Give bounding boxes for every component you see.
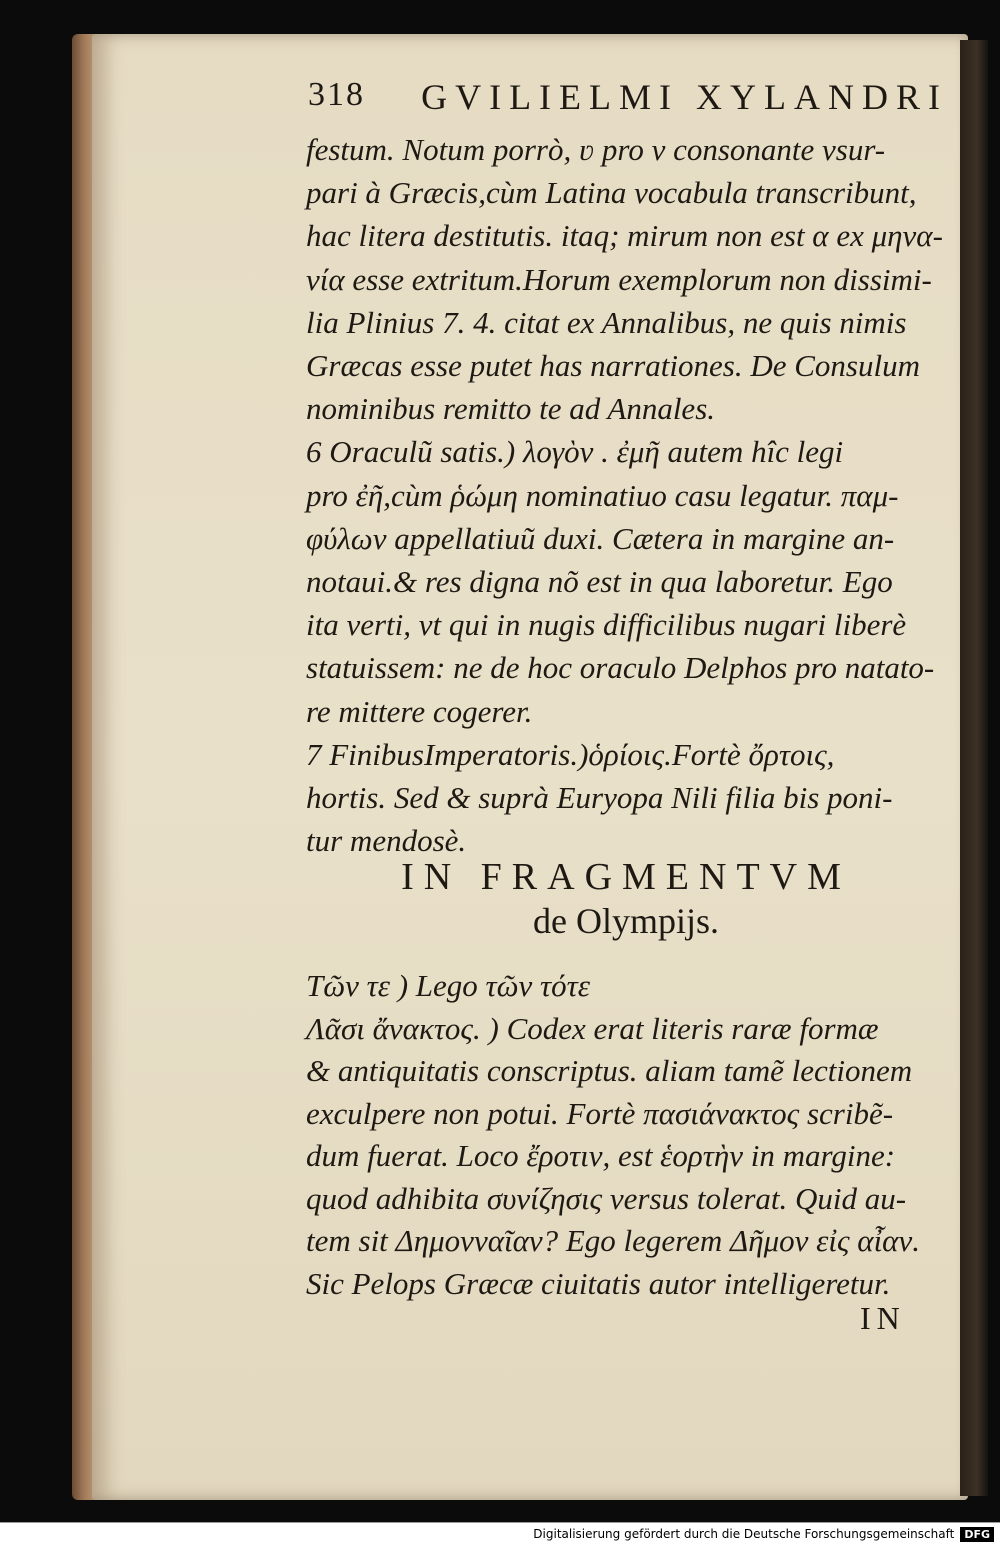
text-line: Sic Pelops Græcæ ciuitatis autor intelligeretur. [306, 1265, 891, 1301]
text-line: re mittere cogerer. [306, 693, 533, 729]
text-line: Τῶν τε ) Lego τῶν τότε [306, 968, 590, 1003]
text-line: ita verti, vt qui in nugis difficilibus nugari liberè [306, 607, 907, 643]
text-line: tur mendosè. [306, 823, 467, 859]
dfg-logo: DFG [960, 1527, 994, 1542]
text-line: quod adhibita συνίζησις versus tolerat. Quid au- [306, 1180, 907, 1216]
section-heading: IN FRAGMENTVM [401, 856, 851, 898]
text-line: tem sit Δημονναῖαν? Ego legerem Δῆμον εἰς αἶαν. [306, 1223, 920, 1258]
text-line: hac litera destitutis. itaq; mirum non est α ex μηνα- [306, 218, 943, 254]
text-line: pari à Græcis,cùm Latina vocabula transcribunt, [306, 175, 917, 211]
text-line: statuissem: ne de hoc oraculo Delphos pro natato- [306, 650, 935, 686]
text-line: nominibus remitto te ad Annales. [306, 391, 716, 427]
text-line: φύλων appellatiuũ duxi. Cætera in margine an- [306, 520, 895, 556]
text-line: 7 FinibusImperatoris.)ὁρίοις.Fortè ὄρτοις, [306, 736, 835, 772]
text-line: 6 Oraculũ satis.) λογὸν . ἐμῆ autem hîc legi [306, 434, 844, 470]
text-line: lia Plinius 7. 4. citat ex Annalibus, ne quis nimis [306, 304, 907, 340]
section-subheading: de Olympijs. [533, 901, 719, 941]
text-line: notaui.& res digna nõ est in qua laboretur. Ego [306, 564, 893, 600]
gutter-shadow [960, 40, 988, 1496]
running-head-title: GVILIELMI XYLANDRI [421, 77, 948, 117]
text-line: νία esse extritum.Horum exemplorum non dissimi- [306, 261, 932, 297]
footer-credit: Digitalisierung gefördert durch die Deutsche Forschungsgemeinschaft [533, 1527, 955, 1541]
text-line: festum. Notum porrò, ʋ pro v consonante vsur- [306, 132, 886, 167]
digitization-footer [0, 1522, 1000, 1545]
section-text [306, 965, 946, 1305]
body-text [306, 128, 946, 862]
text-line: dum fuerat. Loco ἔροτιν, est ἑορτὴν in margine: [306, 1138, 896, 1173]
text-line: pro ἐῆ,cùm ῥώμη nominatiuo casu legatur. παμ- [306, 477, 899, 513]
text-line: Græcas esse putet has narrationes. De Consulum [306, 348, 920, 384]
running-header [308, 76, 948, 118]
catchword: IN [860, 1300, 906, 1336]
page-number: 318 [308, 76, 365, 113]
text-line: & antiquitatis conscriptus. aliam tamẽ lectionem [306, 1053, 913, 1088]
text-line: exculpere non potui. Fortè πασιάνακτος scribẽ- [306, 1095, 894, 1131]
text-line: Λᾶσι ἄνακτος. ) Codex erat literis raræ formæ [306, 1010, 879, 1046]
text-line: hortis. Sed & suprà Euryopa Nili filia bis poni- [306, 780, 893, 816]
